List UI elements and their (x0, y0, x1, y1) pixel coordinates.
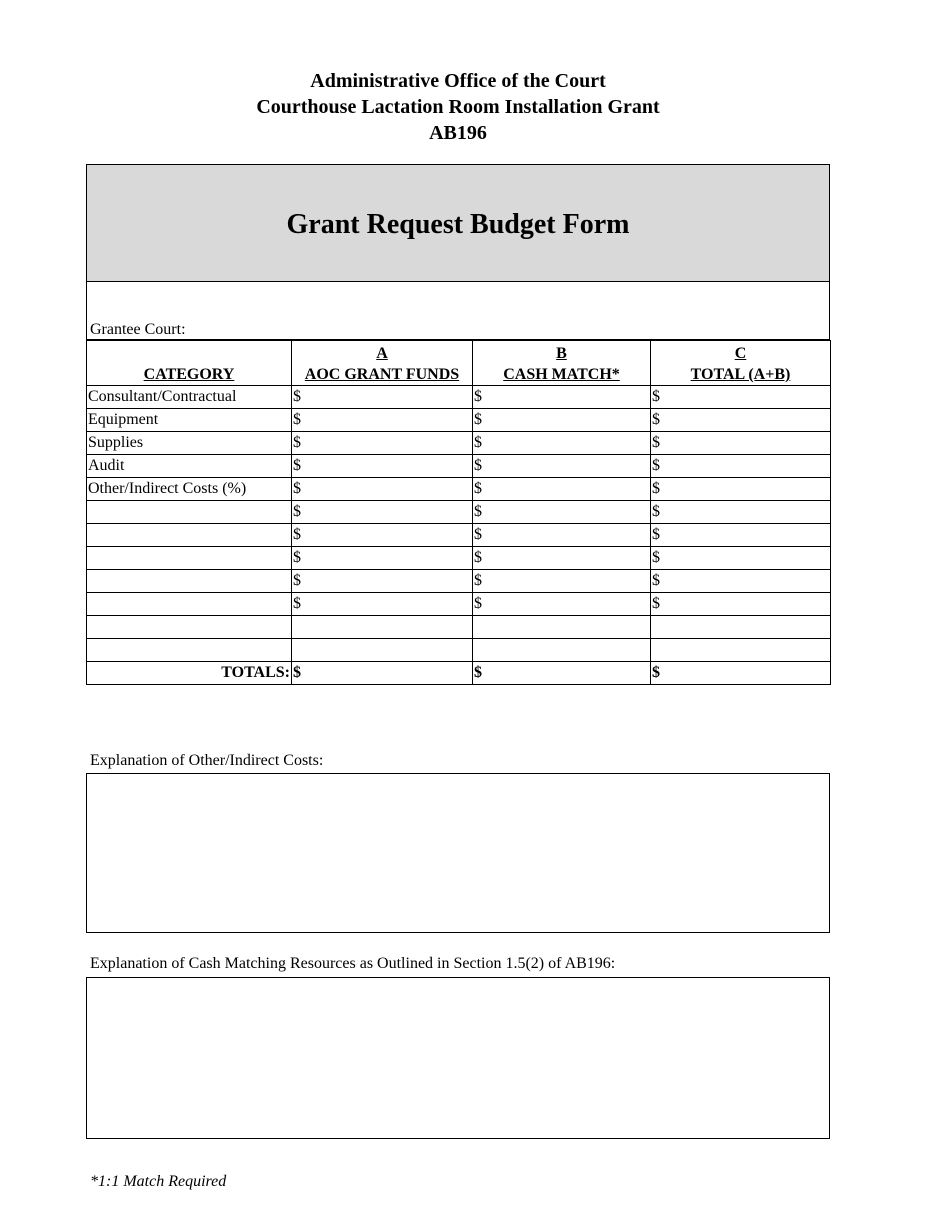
row-category: Equipment (87, 409, 292, 432)
row-category-blank[interactable] (87, 570, 292, 593)
col-a-letter: A (376, 345, 388, 362)
explain-other-textarea[interactable] (86, 773, 830, 933)
col-header-a (292, 341, 473, 386)
explain-match-textarea[interactable] (86, 977, 830, 1139)
cell-aoc-grant-funds[interactable]: $ (292, 432, 473, 455)
empty-cell[interactable] (87, 616, 292, 639)
row-category: Audit (87, 455, 292, 478)
total-aoc-grant-funds[interactable]: $ (292, 662, 473, 685)
cell-total[interactable]: $ (651, 409, 831, 432)
cell-aoc-grant-funds[interactable]: $ (292, 409, 473, 432)
table-row (87, 386, 831, 409)
table-header-row (87, 341, 831, 386)
cell-total[interactable]: $ (651, 547, 831, 570)
cell-cash-match[interactable]: $ (473, 478, 651, 501)
cell-aoc-grant-funds[interactable]: $ (292, 455, 473, 478)
row-category: Supplies (87, 432, 292, 455)
cell-cash-match[interactable]: $ (473, 455, 651, 478)
cell-total[interactable]: $ (651, 478, 831, 501)
table-row (87, 432, 831, 455)
cell-cash-match[interactable]: $ (473, 501, 651, 524)
col-b-letter: B (556, 345, 567, 362)
form-title: Grant Request Budget Form (286, 209, 630, 240)
cell-aoc-grant-funds[interactable]: $ (292, 501, 473, 524)
cell-total[interactable]: $ (651, 524, 831, 547)
budget-table (86, 340, 831, 685)
cell-aoc-grant-funds[interactable]: $ (292, 570, 473, 593)
cell-cash-match[interactable]: $ (473, 593, 651, 616)
cell-cash-match[interactable]: $ (473, 409, 651, 432)
table-row (87, 570, 831, 593)
category-header: CATEGORY (143, 366, 235, 383)
cell-aoc-grant-funds[interactable]: $ (292, 547, 473, 570)
footnote: *1:1 Match Required (90, 1173, 227, 1190)
table-row (87, 524, 831, 547)
cell-aoc-grant-funds[interactable]: $ (292, 524, 473, 547)
table-row-empty (87, 616, 831, 639)
empty-cell[interactable] (292, 639, 473, 662)
table-row-empty (87, 639, 831, 662)
empty-cell[interactable] (292, 616, 473, 639)
row-category-blank[interactable] (87, 501, 292, 524)
cell-aoc-grant-funds[interactable]: $ (292, 593, 473, 616)
table-row (87, 501, 831, 524)
grantee-court-label: Grantee Court: (90, 321, 186, 338)
explain-match-label: Explanation of Cash Matching Resources as Outlined in Section 1.5(2) of AB196: (90, 955, 616, 972)
cell-cash-match[interactable]: $ (473, 386, 651, 409)
cell-aoc-grant-funds[interactable]: $ (292, 386, 473, 409)
totals-label: TOTALS: (87, 662, 292, 685)
empty-cell[interactable] (87, 639, 292, 662)
cell-total[interactable]: $ (651, 570, 831, 593)
header-line-3: AB196 (429, 122, 487, 144)
cell-cash-match[interactable]: $ (473, 547, 651, 570)
cell-total[interactable]: $ (651, 593, 831, 616)
col-header-b (473, 341, 651, 386)
col-a-label: AOC GRANT FUNDS (304, 366, 460, 383)
cell-cash-match[interactable]: $ (473, 524, 651, 547)
total-cash-match[interactable]: $ (473, 662, 651, 685)
col-header-category (87, 341, 292, 386)
cell-cash-match[interactable]: $ (473, 570, 651, 593)
header-line-1: Administrative Office of the Court (310, 70, 606, 92)
total-overall[interactable]: $ (651, 662, 831, 685)
cell-aoc-grant-funds[interactable]: $ (292, 478, 473, 501)
empty-cell[interactable] (473, 639, 651, 662)
row-category-blank[interactable] (87, 524, 292, 547)
row-category: Consultant/Contractual (87, 386, 292, 409)
table-row (87, 455, 831, 478)
header-line-2: Courthouse Lactation Room Installation Grant (256, 96, 660, 118)
col-header-c (651, 341, 831, 386)
empty-cell[interactable] (651, 616, 831, 639)
table-row (87, 478, 831, 501)
empty-cell[interactable] (651, 639, 831, 662)
row-category-blank[interactable] (87, 593, 292, 616)
cell-total[interactable]: $ (651, 501, 831, 524)
form-title-band (86, 164, 830, 282)
row-category-blank[interactable] (87, 547, 292, 570)
row-category: Other/Indirect Costs (%) (87, 478, 292, 501)
explain-other-label: Explanation of Other/Indirect Costs: (90, 752, 324, 769)
cell-total[interactable]: $ (651, 432, 831, 455)
cell-total[interactable]: $ (651, 455, 831, 478)
totals-row (87, 662, 831, 685)
col-c-letter: C (734, 345, 747, 362)
cell-total[interactable]: $ (651, 386, 831, 409)
table-row (87, 409, 831, 432)
empty-cell[interactable] (473, 616, 651, 639)
table-row (87, 547, 831, 570)
cell-cash-match[interactable]: $ (473, 432, 651, 455)
table-row (87, 593, 831, 616)
budget-form (86, 164, 830, 685)
col-c-label: TOTAL (A+B) (690, 366, 791, 383)
col-b-label: CASH MATCH* (503, 366, 620, 383)
grantee-court-field[interactable] (86, 282, 830, 340)
